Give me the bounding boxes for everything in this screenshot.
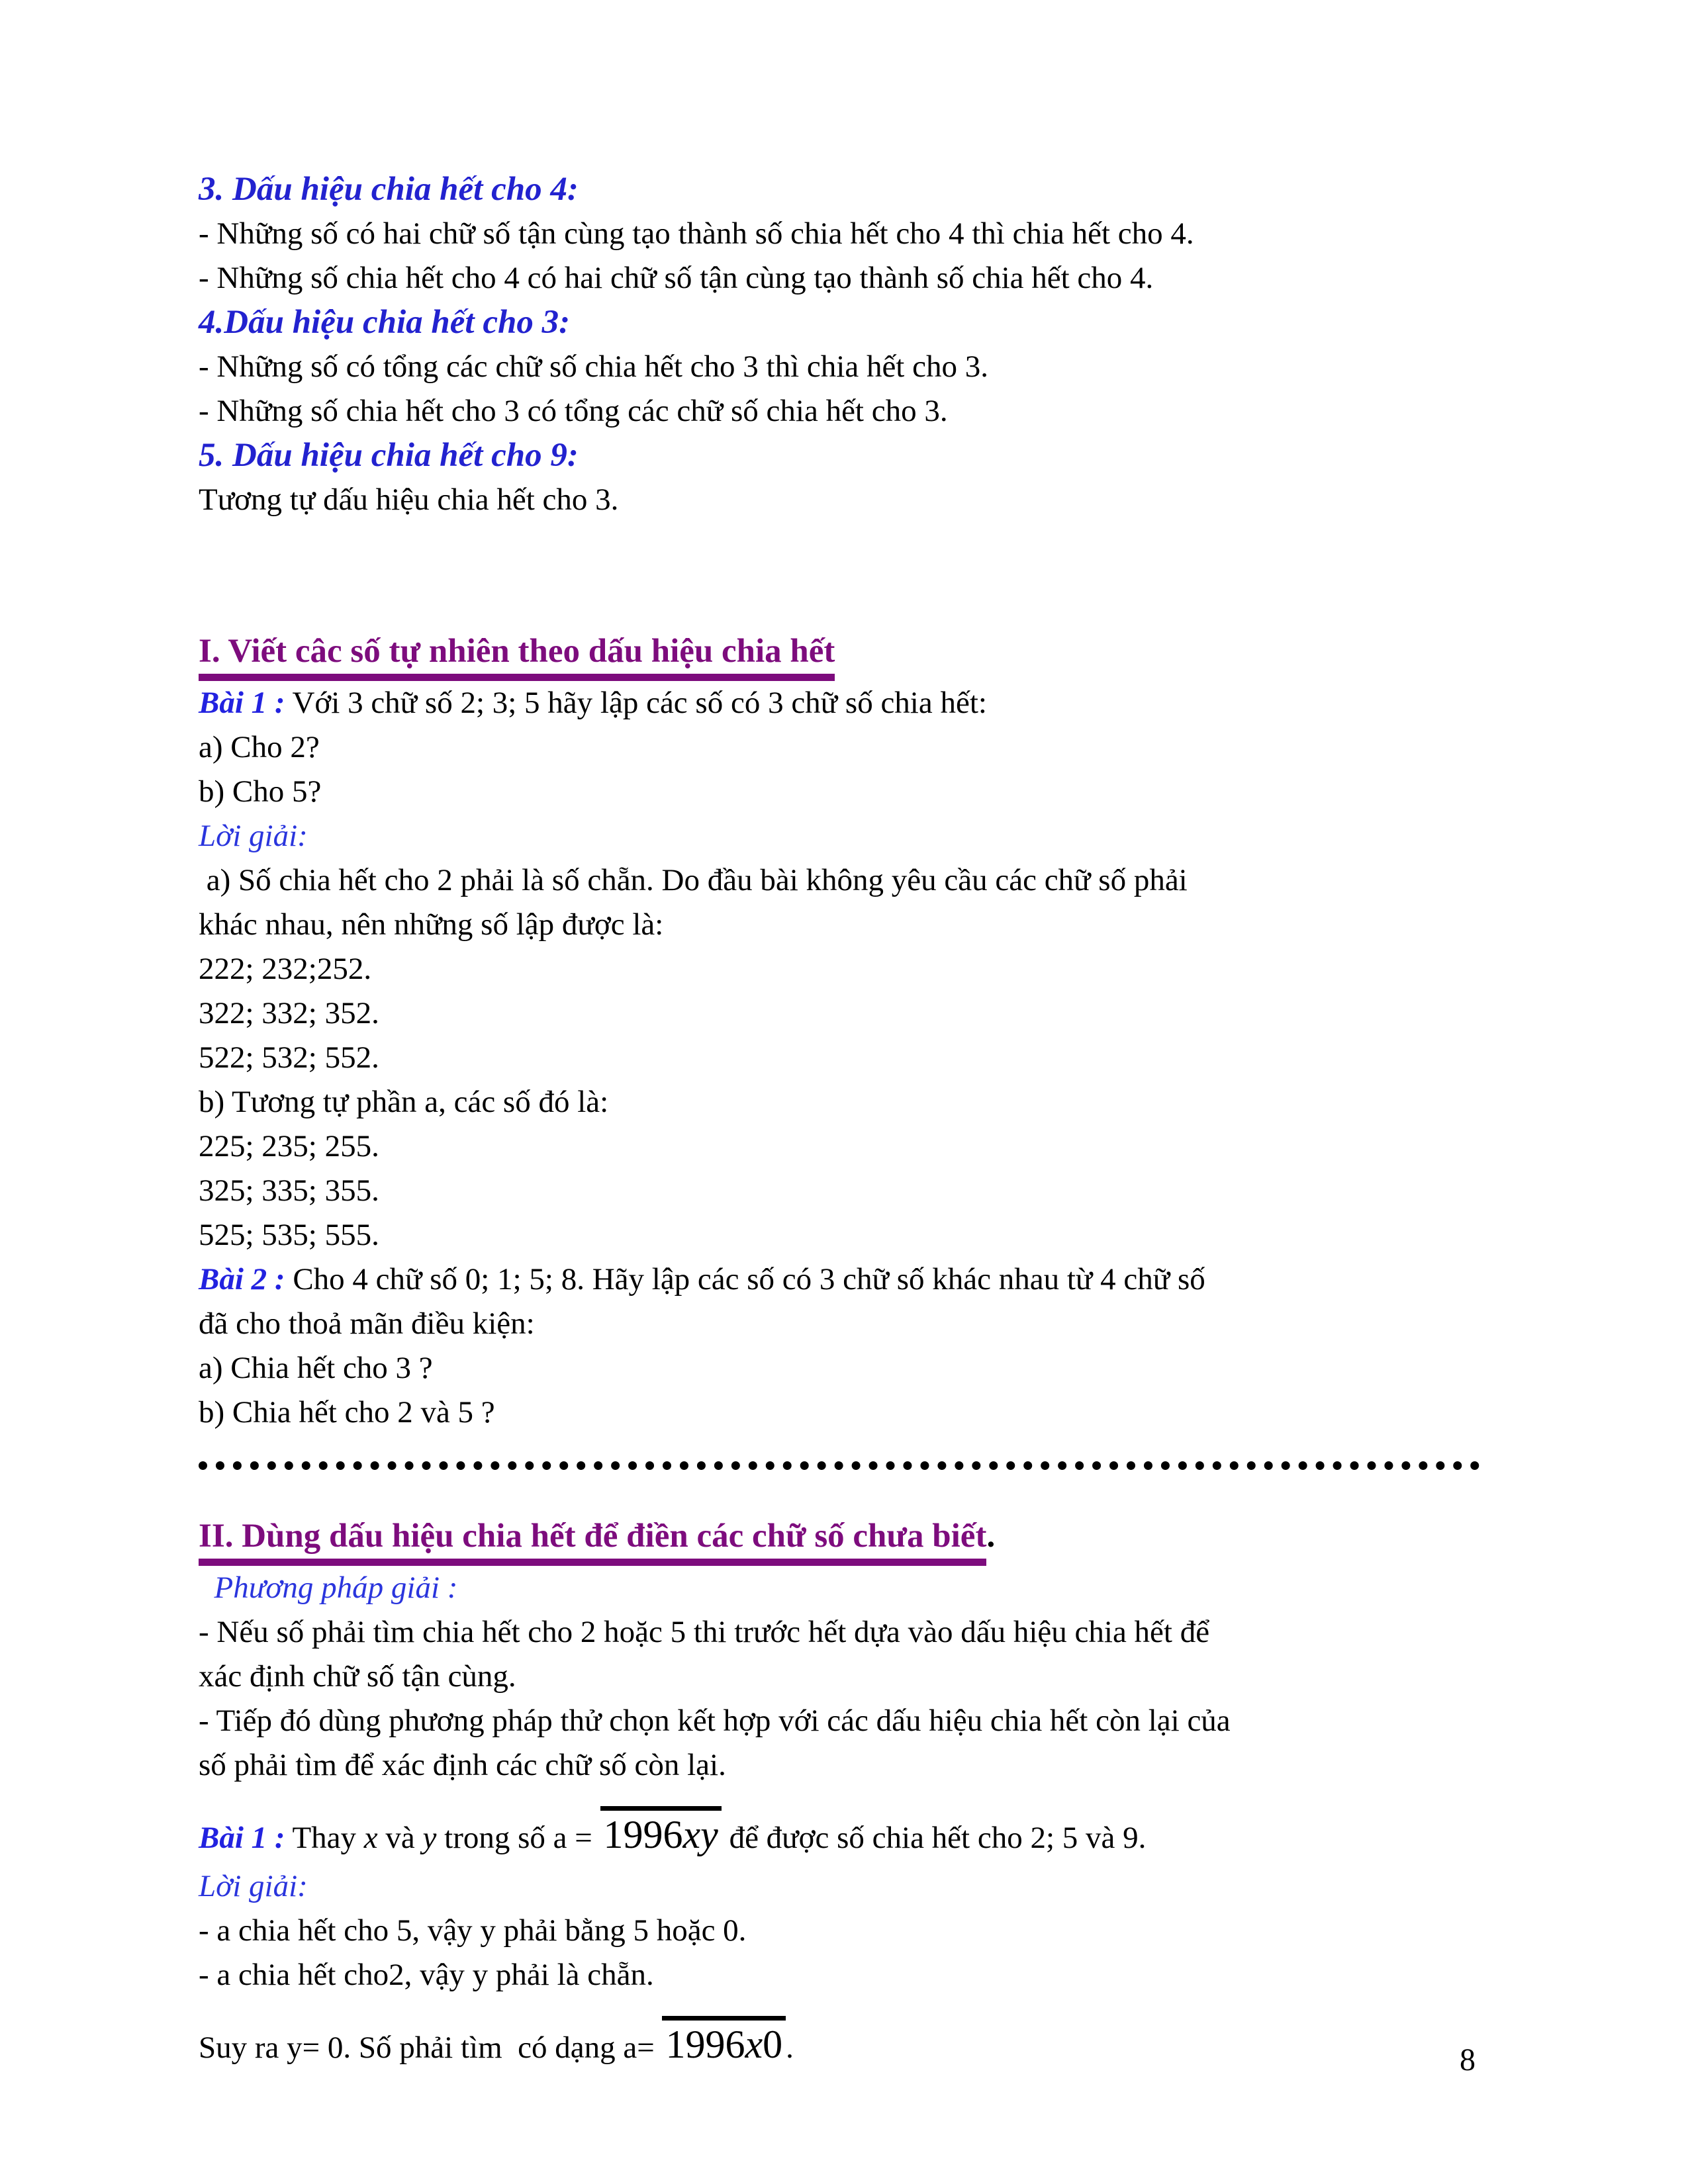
rule-div-4-b: - Những số chia hết cho 4 có hai chữ số tận cùng tạo thành số chia hết cho 4.: [199, 261, 1154, 295]
numbers-div2-row-2: 322; 332; 352.: [199, 996, 379, 1030]
page-number: 8: [1460, 2042, 1476, 2077]
section-1: [199, 621, 1489, 1435]
numbers-div2-row-1: 222; 232;252.: [199, 952, 372, 986]
rule-div-4-a: - Những số có hai chữ số tận cùng tạo thành số chia hết cho 4 thì chia hết cho 4.: [199, 216, 1194, 251]
heading-rule-div-9: 5. Dấu hiệu chia hết cho 9:: [199, 437, 579, 474]
section-2-heading-period: .: [986, 1518, 996, 1555]
method-line-2: xác định chữ số tận cùng.: [199, 1659, 516, 1694]
solution-1a-line-2: khác nhau, nên những số lập được là:: [199, 907, 664, 942]
overline-digits: 1996: [603, 1813, 683, 1856]
overline2-digit: 0: [763, 2023, 783, 2066]
solution-1b-intro: b) Tương tự phần a, các số đó là:: [199, 1085, 609, 1119]
exercise-1-item-a: a) Cho 2?: [199, 730, 320, 764]
section-divisibility-rules: [199, 167, 1489, 522]
exercise-ii-1-seg-2: và: [377, 1821, 423, 1855]
exercise-2-item-a: a) Chia hết cho 3 ?: [199, 1351, 433, 1385]
conclusion-seg-1: Suy ra y= 0. Số phải tìm có dạng a=: [199, 2030, 663, 2065]
heading-rule-div-4: 3. Dấu hiệu chia hết cho 4:: [199, 171, 579, 208]
rule-div-3-b: - Những số chia hết cho 3 có tổng các chữ số chia hết cho 3.: [199, 394, 948, 428]
exercise-ii-1-seg-3: trong số a =: [436, 1821, 600, 1855]
overline-vars: xy: [682, 1813, 718, 1856]
numbers-div5-row-1: 225; 235; 255.: [199, 1129, 379, 1163]
exercise-ii-1-seg-4: để được số chia hết cho 2; 5 và 9.: [721, 1821, 1147, 1855]
rule-div-3-a: - Những số có tổng các chữ số chia hết cho 3 thì chia hết cho 3.: [199, 349, 988, 384]
section-2-heading: II. Dùng dấu hiệu chia hết để điền các chữ số chưa biết: [199, 1517, 986, 1566]
exercise-1-label: Bài 1 :: [199, 686, 285, 720]
exercise-2-text: Cho 4 chữ số 0; 1; 5; 8. Hãy lập các số có 3 chữ số khác nhau từ 4 chữ số: [285, 1262, 1205, 1297]
section-1-heading-row: [199, 621, 1489, 681]
overline2-var: x: [745, 2023, 763, 2066]
exercise-2-item-b: b) Chia hết cho 2 và 5 ?: [199, 1395, 495, 1430]
conclusion-seg-2: .: [786, 2030, 794, 2065]
numbers-div2-row-3: 522; 532; 552.: [199, 1040, 379, 1075]
method-line-4: số phải tìm để xác định các chữ số còn lại.: [199, 1748, 726, 1782]
section-2: [199, 1506, 1489, 2074]
section-2-heading-row: [199, 1506, 1489, 1566]
method-label: Phương pháp giải :: [199, 1570, 458, 1605]
solution-ii-line-1: - a chia hết cho 5, vậy y phải bằng 5 hoặc 0.: [199, 1913, 747, 1948]
solution-ii-line-2: - a chia hết cho2, vậy y phải là chẵn.: [199, 1958, 654, 1992]
solution-ii-conclusion: [199, 1997, 1489, 2074]
overline-number-1996xy: [600, 1806, 722, 1856]
exercise-2-prompt-line-2: đã cho thoả mãn điều kiện:: [199, 1306, 535, 1341]
exercise-ii-1-seg-1: Thay: [285, 1821, 364, 1855]
heading-rule-div-3: 4.Dấu hiệu chia hết cho 3:: [199, 304, 571, 341]
solution-1-label: Lời giải:: [199, 819, 308, 853]
var-x: x: [363, 1821, 378, 1855]
exercise-1-item-b: b) Cho 5?: [199, 774, 322, 809]
var-y: y: [422, 1821, 437, 1855]
method-line-1: - Nếu số phải tìm chia hết cho 2 hoặc 5 thi trước hết dựa vào dấu hiệu chia hết để: [199, 1615, 1210, 1649]
numbers-div5-row-3: 525; 535; 555.: [199, 1218, 379, 1252]
overline-number-1996x0: [662, 2016, 786, 2066]
overline2-digits: 1996: [665, 2023, 745, 2066]
rule-div-9: Tương tự dấu hiệu chia hết cho 3.: [199, 482, 619, 517]
numbers-div5-row-2: 325; 335; 355.: [199, 1173, 379, 1208]
exercise-1-prompt: [199, 681, 1489, 725]
exercise-ii-1-label: Bài 1 :: [199, 1821, 285, 1855]
exercise-2-prompt-line-1: [199, 1257, 1489, 1302]
method-line-3: - Tiếp đó dùng phương pháp thử chọn kết hợp với các dấu hiệu chia hết còn lại của: [199, 1704, 1231, 1738]
exercise-1-text: Với 3 chữ số 2; 3; 5 hãy lập các số có 3 chữ số chia hết:: [285, 686, 987, 720]
section-1-heading: I. Viết câc số tự nhiên theo dấu hiệu chia hết: [199, 632, 835, 681]
exercise-ii-1-prompt: [199, 1788, 1489, 1864]
dotted-separator: [199, 1461, 1479, 1470]
solution-1a-line-1: a) Số chia hết cho 2 phải là số chẵn. Do đầu bài không yêu cầu các chữ số phải: [199, 863, 1188, 897]
solution-ii-label: Lời giải:: [199, 1869, 308, 1903]
dotted-separator-row: [199, 1461, 1489, 1506]
exercise-2-label: Bài 2 :: [199, 1262, 285, 1297]
blank-gap: [199, 522, 1489, 621]
